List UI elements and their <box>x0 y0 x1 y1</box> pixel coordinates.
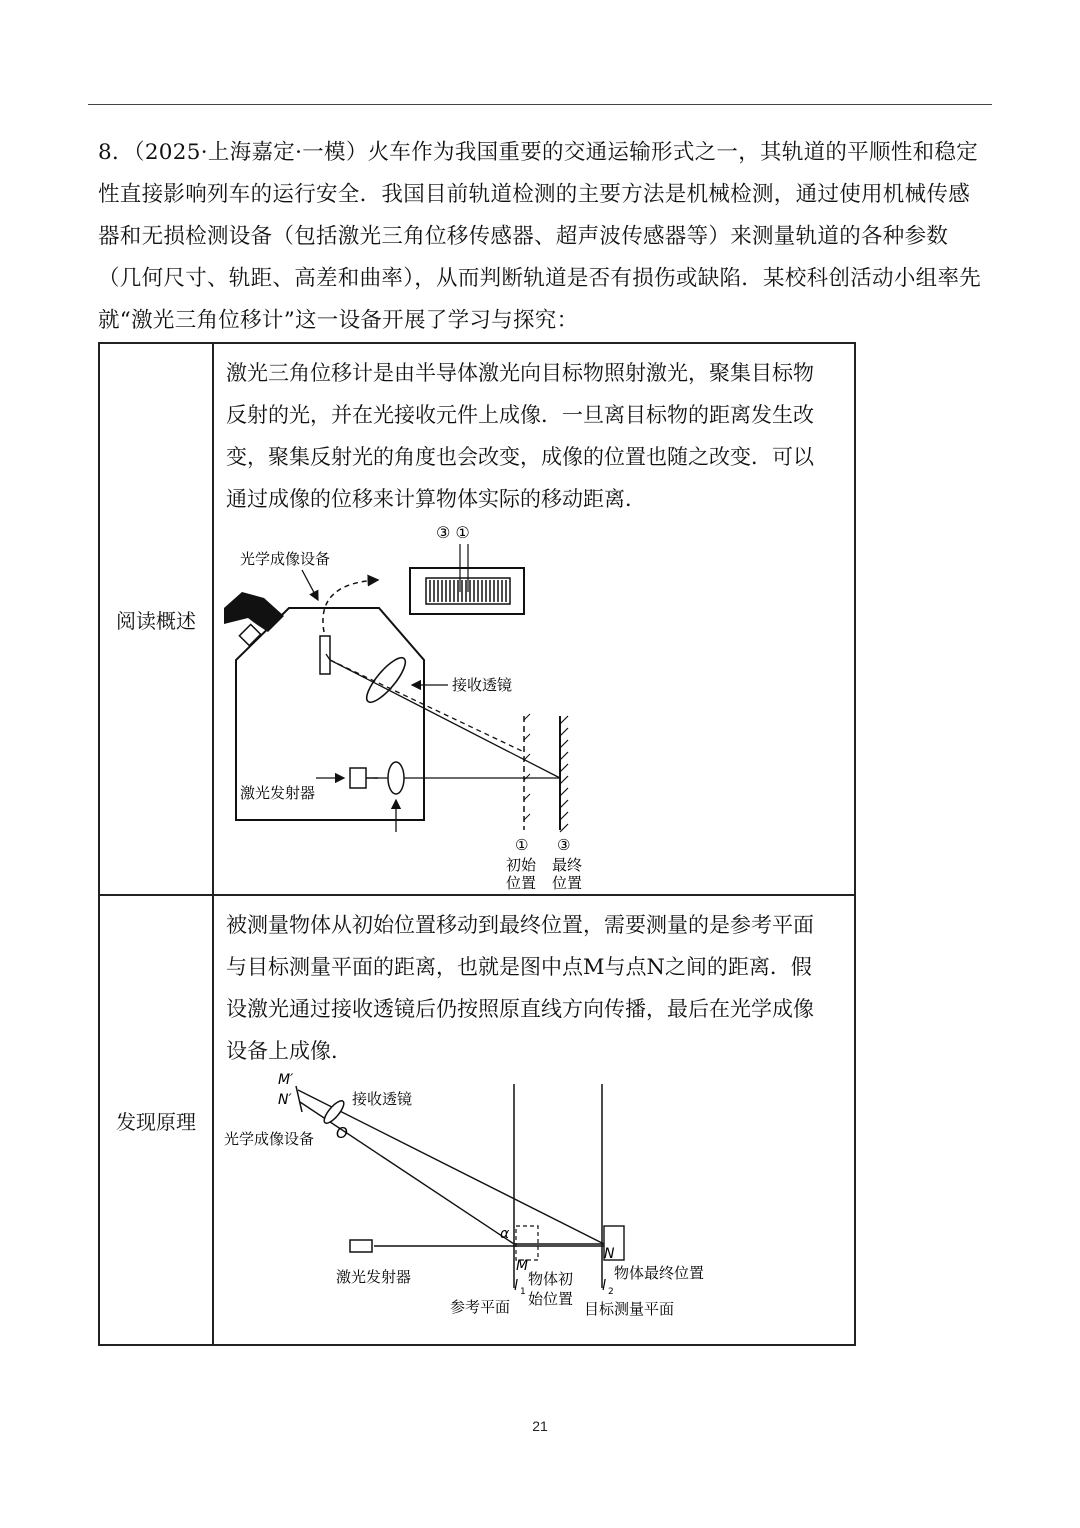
optical-device-pointer <box>302 570 318 600</box>
reading-text-line: 反射的光，并在光接收元件上成像．一旦离目标物的距离发生改 <box>226 403 814 427</box>
o-point-label: O <box>336 1124 348 1142</box>
object-final-label: 物体最终位置 <box>614 1264 705 1282</box>
principle-laser-label: 激光发射器 <box>336 1268 412 1286</box>
laser-triangulation-figure <box>214 520 854 890</box>
initial-position-label: 位置 <box>506 874 537 890</box>
final-position-label: 位置 <box>552 874 583 890</box>
initial-position-label: 初始 <box>506 856 537 874</box>
principle-optical-device-label: 光学成像设备 <box>224 1130 315 1148</box>
row-content-principle <box>213 895 855 1345</box>
header-rule <box>88 104 992 105</box>
imaging-element <box>320 636 330 674</box>
alpha-label: α <box>500 1226 510 1242</box>
table-row-principle <box>99 895 855 1345</box>
emitter-lens <box>388 762 404 794</box>
question-line: 8．（2025·上海嘉定·一模）火车作为我国重要的交通运输形式之一，其轨道的平顺性和稳定 <box>98 140 979 165</box>
principle-figure <box>214 1072 854 1338</box>
principle-text-line: 设激光通过接收透镜后仍按照原直线方向传播，最后在光学成像 <box>226 997 814 1021</box>
final-surface-hatch <box>560 716 568 832</box>
principle-text-line: 被测量物体从初始位置移动到最终位置，需要测量的是参考平面 <box>226 913 814 937</box>
l1-subscript: 1 <box>520 1287 526 1297</box>
question-stem <box>98 132 988 342</box>
device-mount <box>239 624 260 645</box>
l1-label: l <box>514 1278 518 1294</box>
sensor-marks-label: ③ ① <box>436 523 470 542</box>
question-line: 器和无损检测设备（包括激光三角位移传感器、超声波传感器等）来测量轨道的各种参数 <box>98 224 949 249</box>
reading-text-line: 通过成像的位移来计算物体实际的移动距离． <box>226 487 646 511</box>
laser-emitter-label: 激光发射器 <box>240 784 316 802</box>
reflected-ray-initial <box>330 660 524 752</box>
imaging-dashed-arrow <box>323 580 378 632</box>
principle-text-line: 与目标测量平面的距离，也就是图中点M与点N之间的距离．假 <box>226 955 812 979</box>
optical-device-label: 光学成像设备 <box>240 550 331 568</box>
device-knob <box>224 592 284 632</box>
object-initial-box <box>516 1226 538 1260</box>
question-line: （几何尺寸、轨距、高差和曲率），从而判断轨道是否有损伤或缺陷．某校科创活动小组率先 <box>98 266 982 291</box>
row-label-reading: 阅读概述 <box>99 343 213 895</box>
question-line: 就“激光三角位移计”这一设备开展了学习与探究： <box>98 308 579 333</box>
principle-text-line: 设备上成像． <box>226 1039 352 1063</box>
m-point-label: M <box>516 1258 529 1274</box>
reading-text <box>214 344 854 520</box>
row-label-principle: 发现原理 <box>99 895 213 1345</box>
principle-text <box>214 896 854 1072</box>
initial-surface-hatch <box>524 714 530 820</box>
object-initial-label: 始位置 <box>528 1290 574 1308</box>
m-prime-label: M′ <box>278 1072 294 1088</box>
sensor-frame <box>410 568 524 614</box>
question-table <box>98 342 856 1346</box>
object-initial-label: 物体初 <box>528 1270 574 1288</box>
reading-text-line: 激光三角位移计是由半导体激光向目标物照射激光，聚集目标物 <box>226 361 814 385</box>
l2-label: l <box>602 1278 606 1294</box>
principle-lens-label: 接收透镜 <box>352 1090 413 1108</box>
laser-emitter-body <box>350 768 366 788</box>
ray-to-n <box>298 1090 604 1244</box>
table-row-reading <box>99 343 855 895</box>
reading-text-line: 变，聚集反射光的角度也会改变，成像的位置也随之改变．可以 <box>226 445 814 469</box>
row-content-reading <box>213 343 855 895</box>
question-line: 性直接影响列车的运行安全．我国目前轨道检测的主要方法是机械检测，通过使用机械传感 <box>98 182 971 207</box>
reference-plane-label: 参考平面 <box>450 1298 511 1316</box>
l2-subscript: 2 <box>608 1287 614 1297</box>
page-number: 21 <box>532 1418 548 1434</box>
receiving-lens-label: 接收透镜 <box>452 676 513 694</box>
n-point-label: N <box>604 1246 615 1262</box>
final-position-label: 最终 <box>552 856 583 874</box>
mark-1-label: ① <box>515 836 529 854</box>
n-prime-label: N′ <box>278 1092 292 1108</box>
mark-3-label: ③ <box>557 836 571 854</box>
ray-to-m <box>300 1102 514 1244</box>
principle-laser-emitter <box>350 1240 372 1252</box>
target-plane-label: 目标测量平面 <box>584 1300 675 1318</box>
